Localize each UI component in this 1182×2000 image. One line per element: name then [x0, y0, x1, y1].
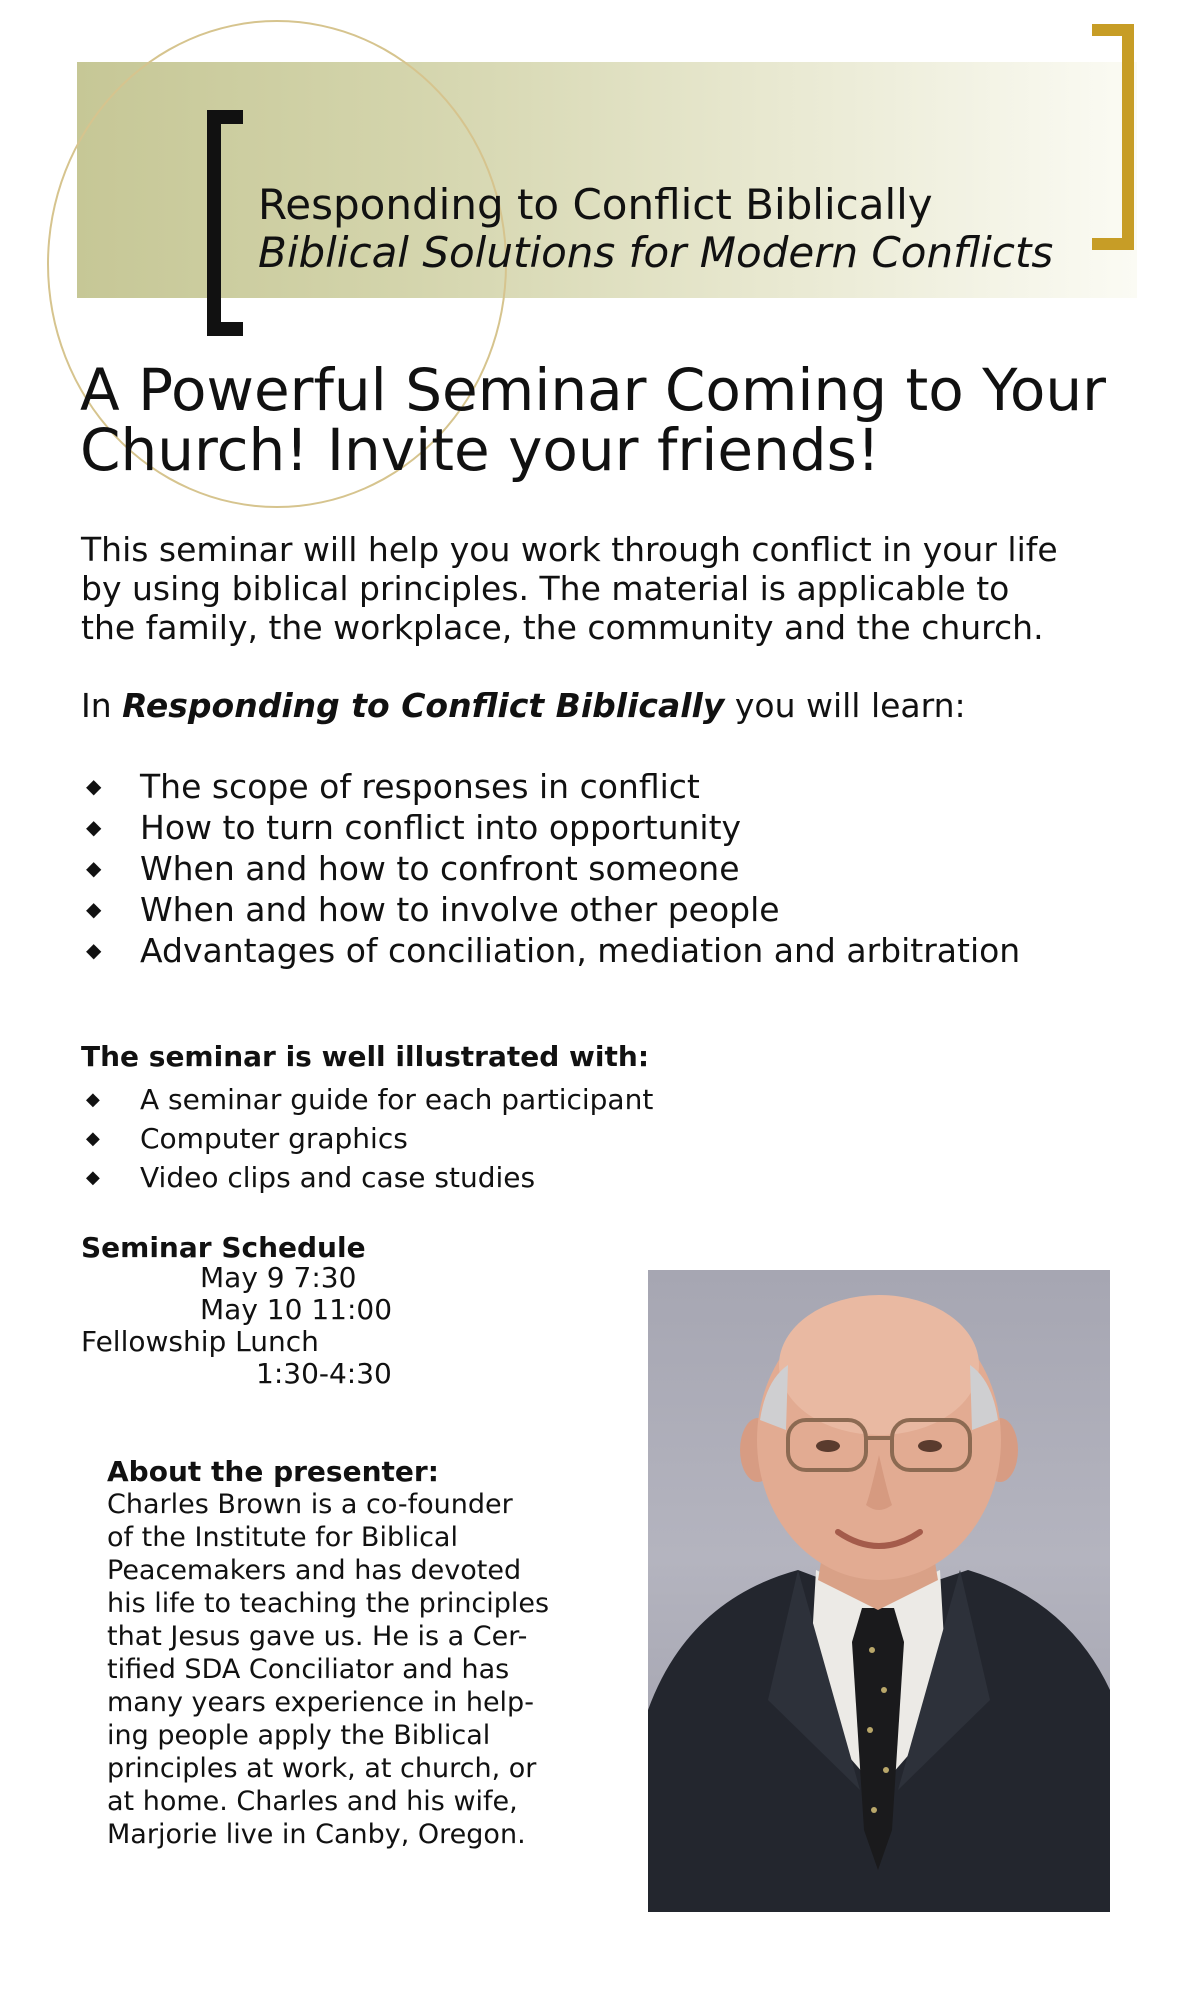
intro-line-3: the family, the workplace, the community and the church.: [81, 608, 1044, 647]
schedule-heading: Seminar Schedule: [81, 1231, 366, 1264]
diamond-bullet-icon: ◆: [86, 1128, 100, 1149]
bio-line: that Jesus gave us. He is a Cer-: [107, 1621, 528, 1652]
list-item: [84, 1080, 653, 1119]
headline: [80, 356, 1106, 484]
learn-suffix: you will learn:: [724, 686, 966, 725]
illustrated-list: [84, 1080, 653, 1197]
bio-line: tified SDA Conciliator and has: [107, 1654, 510, 1685]
intro-line-2: by using biblical principles. The material is applicable to: [81, 569, 1010, 608]
diamond-bullet-icon: ◆: [86, 1089, 100, 1110]
presenter-portrait-illustration: [648, 1270, 1110, 1912]
bio-line: his life to teaching the principles: [107, 1588, 550, 1619]
list-item-text: The scope of responses in conflict: [140, 767, 700, 806]
list-item-text: Computer graphics: [140, 1122, 408, 1155]
bio-line: of the Institute for Biblical: [107, 1522, 458, 1553]
illustrated-heading: The seminar is well illustrated with:: [81, 1040, 650, 1073]
list-item: [84, 766, 1020, 807]
right-bracket-ornament: [1092, 24, 1134, 250]
bio-line: Marjorie live in Canby, Oregon.: [107, 1819, 526, 1850]
list-item: [84, 807, 1020, 848]
diamond-bullet-icon: ◆: [86, 856, 102, 880]
diamond-bullet-icon: ◆: [86, 938, 102, 962]
diamond-bullet-icon: ◆: [86, 815, 102, 839]
list-item-text: When and how to confront someone: [140, 849, 740, 888]
schedule-line-2: May 10 11:00: [200, 1293, 393, 1326]
banner-title: Responding to Conflict Biblically: [258, 180, 933, 229]
presenter-heading: About the presenter:: [107, 1455, 439, 1488]
headline-line-2: Church! Invite your friends!: [80, 416, 881, 484]
intro-line-1: This seminar will help you work through conflict in your life: [81, 530, 1058, 569]
list-item-text: Advantages of conciliation, mediation and arbitration: [140, 931, 1021, 970]
diamond-bullet-icon: ◆: [86, 1167, 100, 1188]
banner-subtitle: Biblical Solutions for Modern Conflicts: [258, 228, 1054, 277]
bio-line: ing people apply the Biblical: [107, 1720, 491, 1751]
presenter-bio: [107, 1488, 549, 1851]
headline-line-1: A Powerful Seminar Coming to Your: [80, 356, 1106, 424]
list-item-text: Video clips and case studies: [140, 1161, 536, 1194]
schedule-line-4: 1:30-4:30: [256, 1357, 392, 1390]
list-item: [84, 848, 1020, 889]
learn-emphasis: Responding to Conflict Biblically: [122, 686, 725, 725]
left-bracket-ornament: [207, 110, 243, 336]
bio-line: Charles Brown is a co-founder: [107, 1489, 513, 1520]
learn-prefix: In: [81, 686, 123, 725]
list-item: [84, 1119, 653, 1158]
list-item-text: When and how to involve other people: [140, 890, 780, 929]
schedule-line-3: Fellowship Lunch: [81, 1325, 319, 1358]
diamond-bullet-icon: ◆: [86, 774, 102, 798]
bio-line: principles at work, at church, or: [107, 1753, 537, 1784]
presenter-photo: [648, 1270, 1110, 1912]
list-item-text: How to turn conflict into opportunity: [140, 808, 742, 847]
list-item: [84, 1158, 653, 1197]
bio-line: Peacemakers and has devoted: [107, 1555, 522, 1586]
bio-line: at home. Charles and his wife,: [107, 1786, 518, 1817]
list-item: [84, 930, 1020, 971]
diamond-bullet-icon: ◆: [86, 897, 102, 921]
intro-paragraph: [81, 530, 1058, 647]
learn-intro-line: [81, 686, 966, 725]
list-item: [84, 889, 1020, 930]
schedule-line-1: May 9 7:30: [200, 1261, 357, 1294]
learn-list: [84, 766, 1020, 971]
bio-line: many years experience in help-: [107, 1687, 534, 1718]
list-item-text: A seminar guide for each participant: [140, 1083, 654, 1116]
